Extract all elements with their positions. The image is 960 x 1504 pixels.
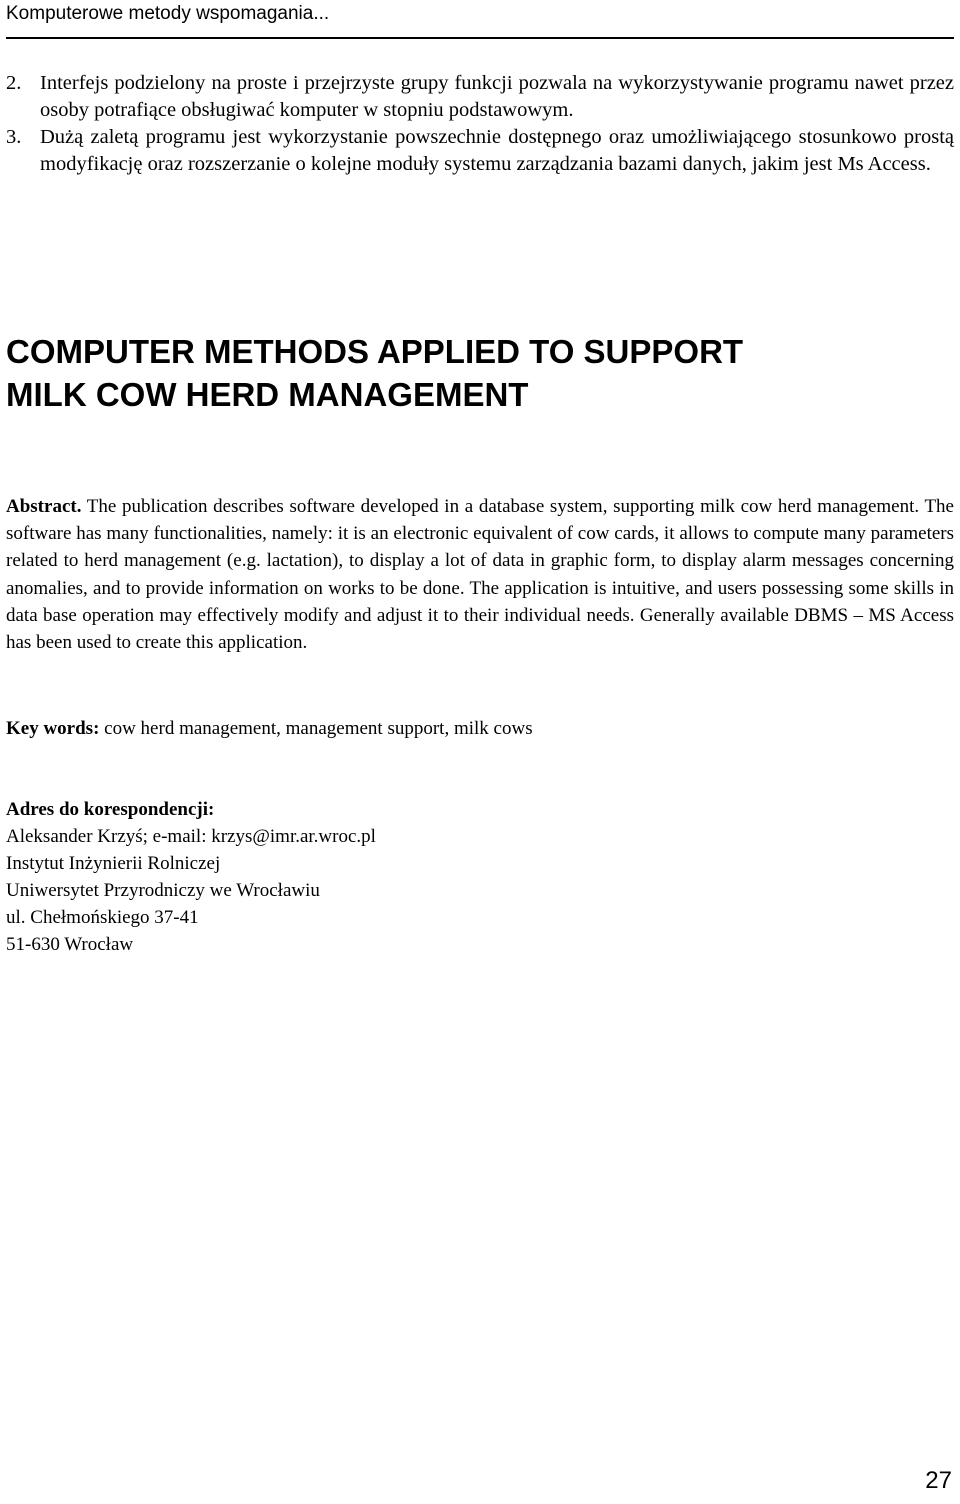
correspondence-address — [6, 796, 954, 958]
correspondence-line-author: Aleksander Krzyś; e-mail: krzys@imr.ar.wroc.pl — [6, 826, 376, 847]
header-rule — [6, 37, 954, 39]
list-item — [6, 70, 954, 124]
paper-title-line-1: COMPUTER METHODS APPLIED TO SUPPORT — [6, 333, 744, 370]
keywords-label: Key words: — [6, 718, 100, 739]
list-item-number: 3. — [6, 126, 22, 148]
numbered-list — [6, 70, 954, 178]
abstract-text: The publication describes software developed in a database system, supporting milk cow herd management. The software has many functionalities, namely: it is an electronic equivalent of cow cards, it allows to compute many parameters related to herd management (e.g. lactation), to display a lot of data in graphic form, to display alarm messages concerning anomalies, and to provide information on works to be done. The application is intuitive, and users possessing some skills in data base operation may effectively modify and adjust it to their individual needs. Generally available DBMS – MS Access has been used to create this application. — [6, 496, 954, 654]
running-header: Komputerowe metody wspomagania... — [6, 3, 330, 24]
paper-title-line-2: MILK COW HERD MANAGEMENT — [6, 376, 529, 413]
paper-title — [6, 330, 954, 416]
list-item-text: Dużą zaletą programu jest wykorzystanie powszechnie dostępnego oraz umożliwiającego stosunkowo prostą modyfikację oraz rozszerzanie o kolejne moduły systemu zarządzania bazami danych, jakim jest Ms Access. — [40, 126, 954, 175]
abstract — [6, 493, 954, 656]
correspondence-line-street: ul. Chełmońskiego 37-41 — [6, 907, 199, 928]
list-item-text: Interfejs podzielony na proste i przejrzyste grupy funkcji pozwala na wykorzystywanie programu nawet przez osoby potrafiące obsługiwać komputer w stopniu podstawowym. — [40, 72, 954, 121]
correspondence-line-city: 51-630 Wrocław — [6, 934, 134, 955]
keywords-text: cow herd management, management support, milk cows — [99, 718, 533, 739]
list-item-number: 2. — [6, 72, 22, 94]
correspondence-line-university: Uniwersytet Przyrodniczy we Wrocławiu — [6, 880, 320, 901]
list-item — [6, 124, 954, 178]
correspondence-line-institute: Instytut Inżynierii Rolniczej — [6, 853, 221, 874]
keywords — [6, 715, 954, 742]
correspondence-label: Adres do korespondencji: — [6, 799, 215, 820]
abstract-label: Abstract. — [6, 496, 82, 517]
page-number: 27 — [925, 1467, 952, 1494]
